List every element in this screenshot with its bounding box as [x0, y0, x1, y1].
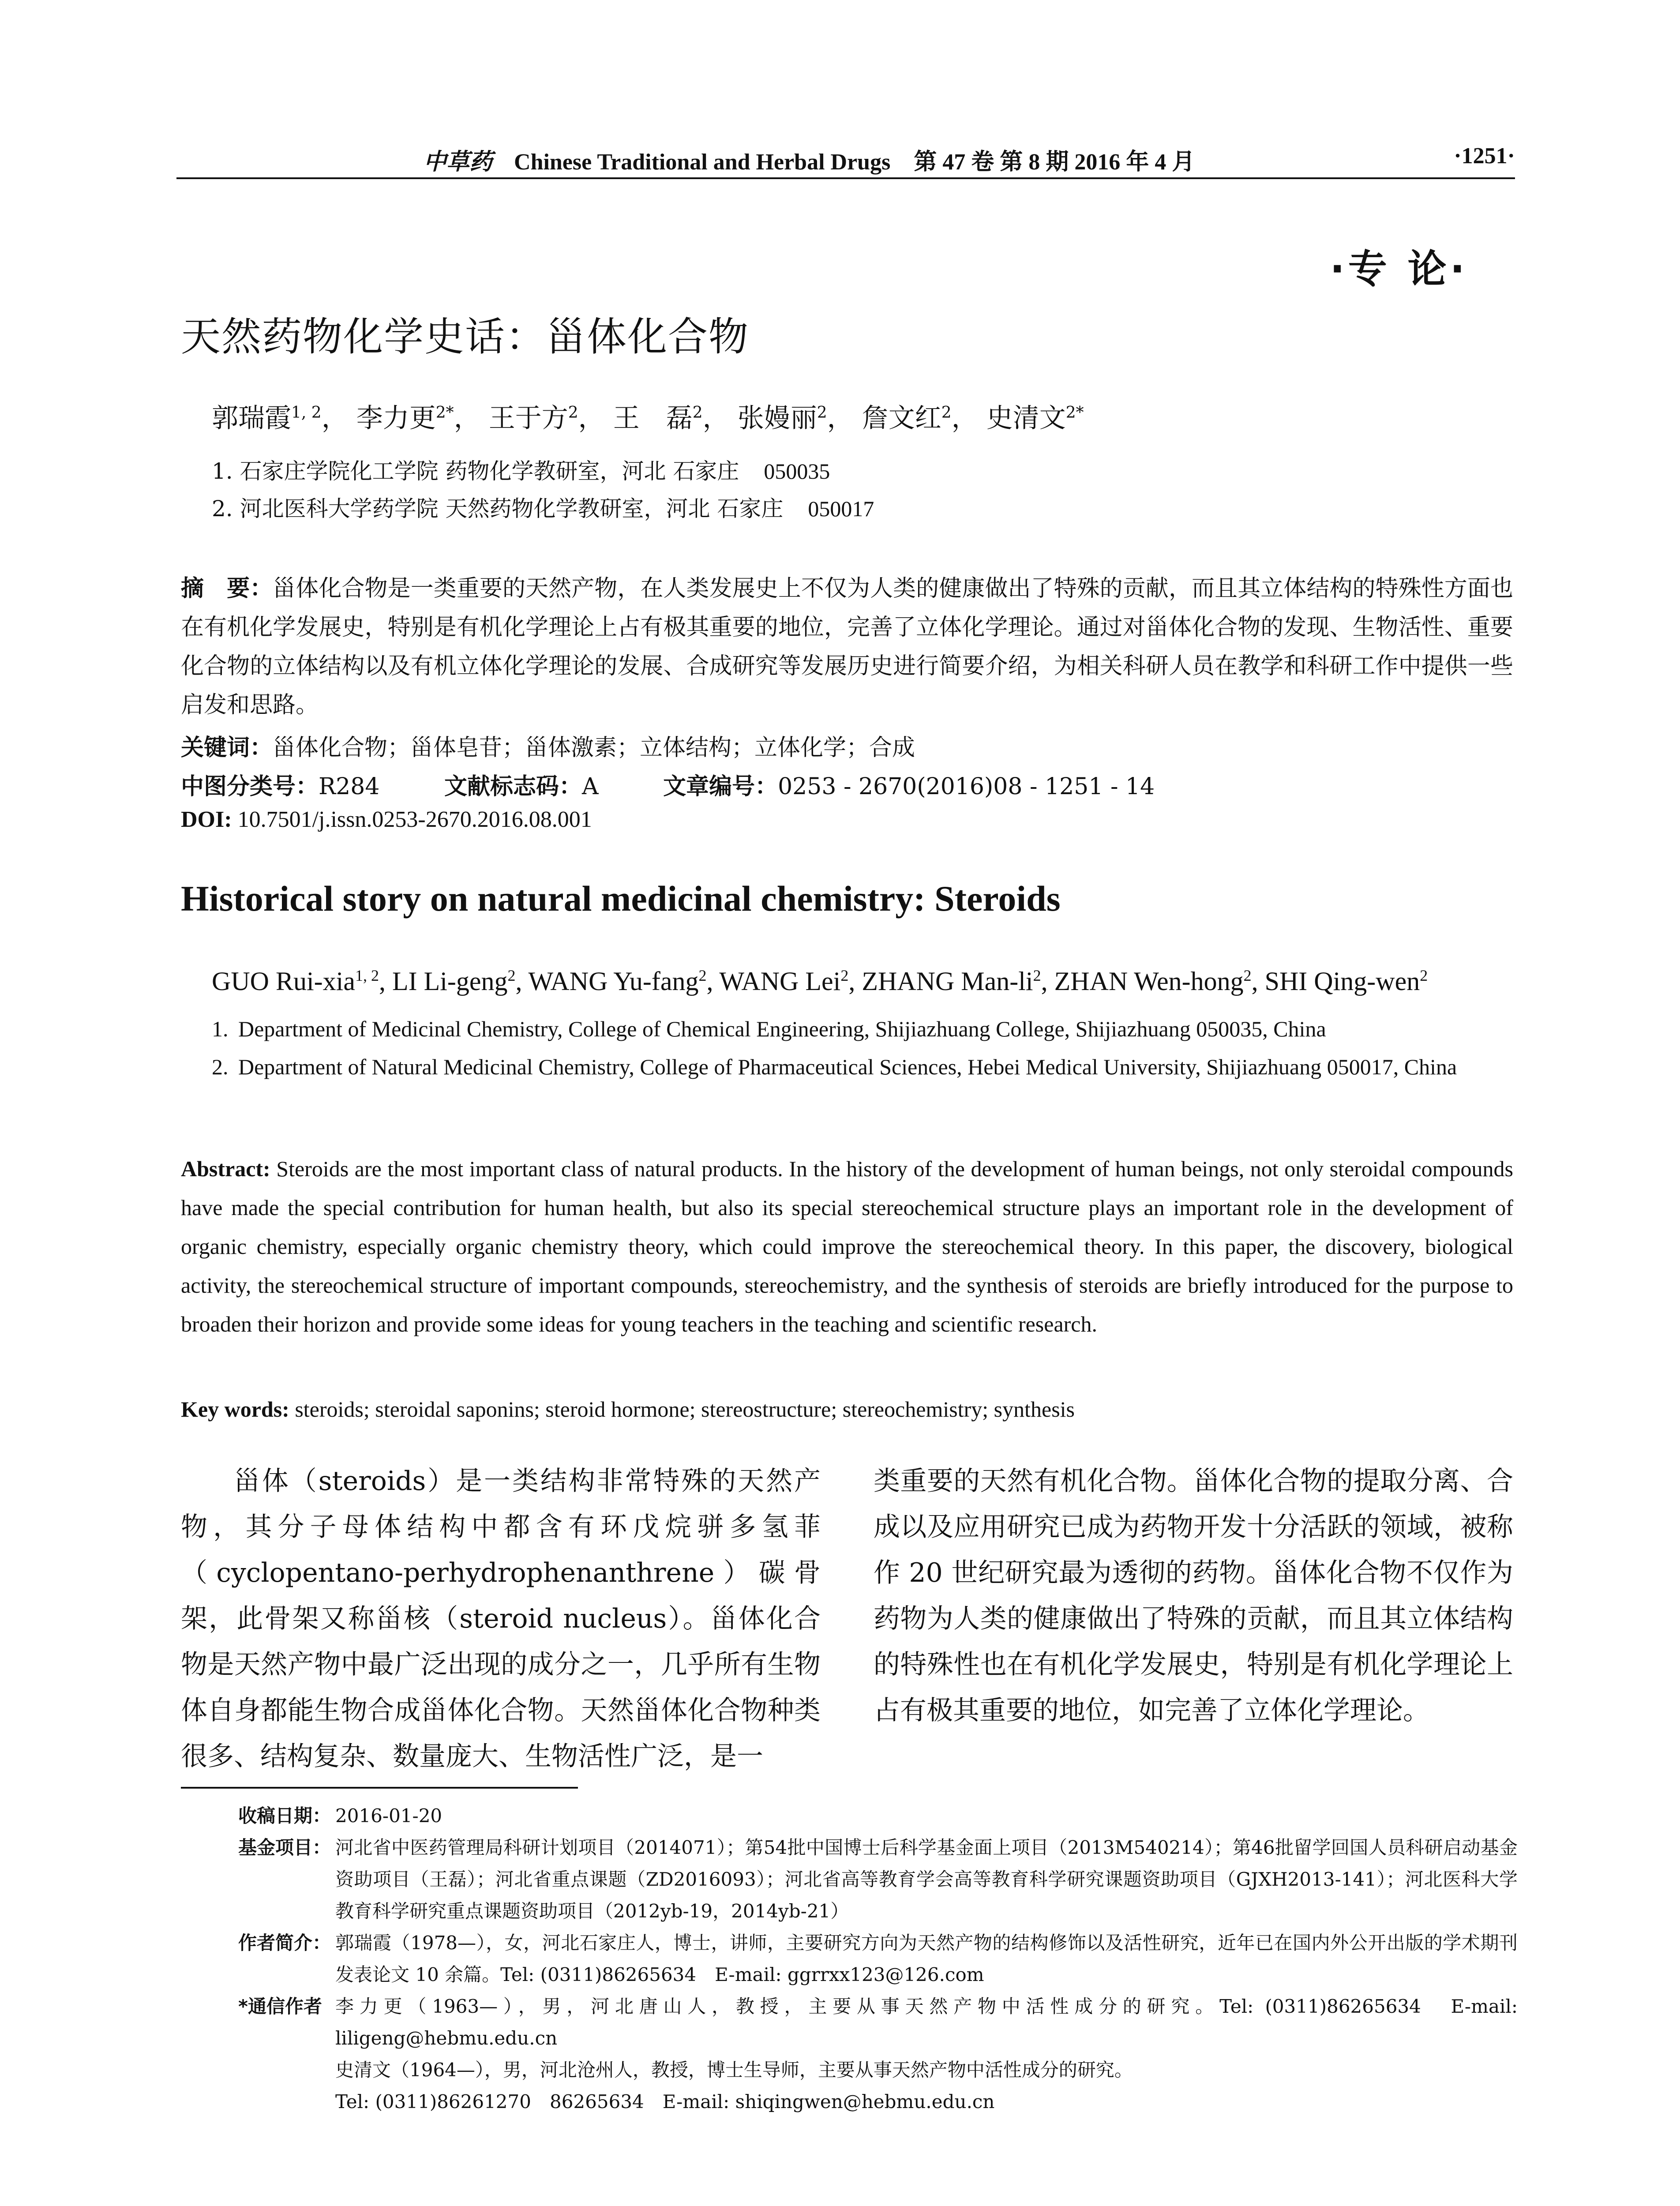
doi-value[interactable]: 10.7501/j.issn.0253-2670.2016.08.001 [237, 807, 592, 832]
affiliation-cn-text: 2. 河北医科大学药学院 天然药物化学教研室，河北 石家庄 [212, 496, 784, 521]
author-cn-affil: 1, 2 [291, 404, 322, 422]
affiliation-en [212, 1010, 1513, 1047]
author-en-affil: 2 [1243, 967, 1252, 984]
footnote-received [238, 1800, 1518, 1832]
author-cn: 王于方 [488, 403, 568, 434]
author-cn-affil: 2* [435, 404, 454, 422]
author-cn-affil: 2 [692, 404, 703, 422]
page-number: ·1251· [1454, 143, 1515, 169]
footnote-text: 郭瑞霞（1978—），女，河北石家庄人，博士，讲师，主要研究方向为天然产物的结构修饰以及活性研究，近年已在国内外公开出版的学术期刊发表论文 10 余篇。Tel: (0311)86265634 E-mail: ggrrxx123@126.com [335, 1932, 1518, 1985]
author-en: ZHAN Wen-hong [1054, 967, 1244, 996]
footnote-text: 史清文（1964—），男，河北沧州人，教授，博士生导师，主要从事天然产物中活性成分的研究。 [335, 2059, 1133, 2081]
author-en: WANG Lei [719, 967, 841, 996]
author-cn: 王 磊 [613, 403, 693, 434]
footnote-author [238, 1927, 1518, 1991]
author-en: LI Li-geng [392, 967, 508, 996]
author-en: SHI Qing-wen [1264, 967, 1420, 996]
affiliation-en-num: 1. [212, 1017, 229, 1041]
title-cn: 天然药物化学史话：甾体化合物 [181, 314, 749, 360]
footnote-label: 收稿日期： [238, 1805, 331, 1827]
clc-value: R284 [319, 773, 380, 800]
author-en-affil: 2 [507, 967, 516, 984]
author-cn: 李力更 [356, 403, 436, 434]
postal-code: 050035 [764, 459, 830, 484]
footnote-corresponding [238, 1991, 1518, 2118]
footnote-rule [181, 1787, 578, 1789]
author-cn: 史清文 [986, 403, 1066, 434]
journal-name-en: Chinese Traditional and Herbal Drugs [514, 150, 891, 175]
abstract-cn-text: 甾体化合物是一类重要的天然产物，在人类发展史上不仅为人类的健康做出了特殊的贡献，而且其立体结构的特殊性方面也在有机化学发展史，特别是有机化学理论上占有极其重要的地位，完善了立体化学理论。通过对甾体化合物的发现、生物活性、重要化合物的立体结构以及有机立体化学理论的发展、合成研究等发展历史进行简要介绍，为相关科研人员在教学和科研工作中提供一些启发和思路。 [181, 575, 1513, 718]
author-en-affil: 2 [698, 967, 707, 984]
author-en-affil: 2 [1420, 967, 1428, 984]
author-cn-affil: 2 [941, 404, 952, 422]
footnote-text: 河北省中医药管理局科研计划项目（2014071）；第54批中国博士后科学基金面上项目（2013M540214）；第46批留学回国人员科研启动基金资助项目（王磊）；河北省重点课题（ZD2016093）；河北省高等教育学会高等教育科学研究课题资助项目（GJXH2013-141）；河北医科大学教育科学研究重点课题资助项目（2012yb-19，2014yb-21） [335, 1837, 1518, 1922]
running-header [176, 140, 1515, 180]
doc-code-label: 文献标志码： [444, 773, 582, 800]
abstract-en-label: Abstract: [181, 1156, 270, 1181]
footnote-text: 2016-01-20 [335, 1805, 442, 1827]
author-en: WANG Yu-fang [528, 967, 699, 996]
affiliation-en [212, 1048, 1513, 1085]
keywords-en [181, 1390, 1513, 1429]
author-en: GUO Rui-xia [212, 967, 355, 996]
author-en-affil: 2 [840, 967, 849, 984]
author-cn: 张嫚丽 [737, 403, 817, 434]
journal-info [424, 143, 1195, 176]
footnote-text: 李力更（1963—），男，河北唐山人，教授，主要从事天然产物中活性成分的研究。Tel: (0311)86265634 E-mail: liligeng@hebmu.edu.cn [335, 1996, 1518, 2049]
keywords-en-label: Key words: [181, 1397, 289, 1422]
doi-line [181, 807, 592, 833]
affiliation-en-num: 2. [212, 1054, 229, 1079]
article-no-label: 文章编号： [663, 773, 778, 800]
column-tag: ·专 论· [1330, 246, 1468, 292]
footnote-label: 作者简介： [238, 1932, 331, 1954]
keywords-en-text: steroids; steroidal saponins; steroid hormone; stereostructure; stereochemistry; synthesis [295, 1397, 1075, 1422]
abstract-en-text: Steroids are the most important class of natural products. In the history of the development of human beings, not only steroidal compounds have made the special contribution for human health, but also its special stereochemical structure plays an important role in the development of organic chemistry, especially organic chemistry theory, which could improve the stereochemical theory. In this paper, the discovery, biological activity, the stereochemical structure of important compounds, stereochemistry, and the synthesis of steroids are briefly introduced for the purpose to broaden their horizon and provide some ideas for young teachers in the teaching and scientific research. [181, 1156, 1513, 1336]
footnote-text: Tel: (0311)86261270 86265634 E-mail: shiqingwen@hebmu.edu.cn [335, 2091, 995, 2112]
author-en-affil: 1, 2 [355, 967, 379, 984]
affiliation-en-text: Department of Natural Medicinal Chemistry, College of Pharmaceutical Sciences, Hebei Medical University, Shijiazhuang 050017, China [238, 1054, 1457, 1079]
author-cn-affil: 2 [817, 404, 827, 422]
footnote-label: *通信作者 [238, 1996, 322, 2017]
author-cn: 詹文红 [862, 403, 941, 434]
authors-cn: 郭瑞霞$^{1, 2}$， 李力更$^{2*}$， 王于方$^2$， 王 磊$^2$， 张嫚丽$^2$， 詹文红$^2$， 史清文$^{2*}$ [212, 403, 1084, 434]
footnote-funding [238, 1832, 1518, 1927]
doc-code-value: A [581, 773, 599, 800]
affiliation-en-text: Department of Medicinal Chemistry, College of Chemical Engineering, Shijiazhuang College, Shijiazhuang 050035, China [238, 1017, 1326, 1041]
classification-line [181, 768, 1155, 801]
clc-label: 中图分类号： [181, 773, 319, 800]
title-en: Historical story on natural medicinal chemistry: Steroids [181, 878, 1061, 919]
footnotes [238, 1800, 1518, 2118]
keywords-cn [181, 729, 915, 762]
affiliation-cn [212, 491, 874, 523]
body-column-left: 甾体（steroids）是一类结构非常特殊的天然产物，其分子母体结构中都含有环戊烷骈多氢菲（cyclopentano-perhydrophenanthrene）碳骨架，此骨架又称甾核（steroid nucleus）。甾体化合物是天然产物中最广泛出现的成分之一，几乎所有生物体自身都能生物合成甾体化合物。天然甾体化合物种类很多、结构复杂、数量庞大、生物活性广泛，是一 [181, 1466, 821, 1772]
article-no-value: 0253 - 2670(2016)08 - 1251 - 14 [778, 773, 1155, 800]
author-cn: 郭瑞霞 [212, 403, 291, 434]
postal-code: 050017 [808, 496, 874, 521]
affiliation-cn [212, 454, 830, 485]
journal-name-cn: 中草药 [424, 148, 493, 175]
doi-label: DOI: [181, 807, 232, 832]
author-en-affil: 2 [1033, 967, 1041, 984]
authors-en: GUO Rui-xia$^{1, 2}$, LI Li-geng$^2$, WANG Yu-fang$^2$, WANG Lei$^2$, ZHANG Man-$li^2$, ZHAN Wen-hong$^2$, SHI Qing-wen$^2$ [212, 967, 1428, 996]
author-en: ZHANG Man-li [862, 967, 1033, 996]
affiliation-cn-text: 1. 石家庄学院化工学院 药物化学教研室，河北 石家庄 [212, 458, 739, 484]
keywords-cn-label: 关键词： [181, 735, 273, 761]
author-cn-affil: 2 [568, 404, 578, 422]
footnote-label: 基金项目： [238, 1837, 331, 1858]
abstract-cn-label: 摘 要： [181, 575, 273, 602]
keywords-cn-text: 甾体化合物；甾体皂苷；甾体激素；立体结构；立体化学；合成 [273, 735, 915, 761]
author-cn-affil: 2* [1065, 404, 1084, 422]
abstract-en [181, 1149, 1513, 1343]
journal-issue: 第 47 卷 第 8 期 2016 年 4 月 [914, 150, 1195, 175]
header-rule [176, 177, 1515, 179]
abstract-cn [181, 569, 1513, 724]
body-column-right: 类重要的天然有机化合物。甾体化合物的提取分离、合成以及应用研究已成为药物开发十分活跃的领域，被称作 20 世纪研究最为透彻的药物。甾体化合物不仅作为药物为人类的健康做出了特殊的贡献，而且其立体结构的特殊性也在有机化学发展史，特别是有机化学理论上占有极其重要的地位，如完善了立体化学理论。 [874, 1466, 1513, 1726]
